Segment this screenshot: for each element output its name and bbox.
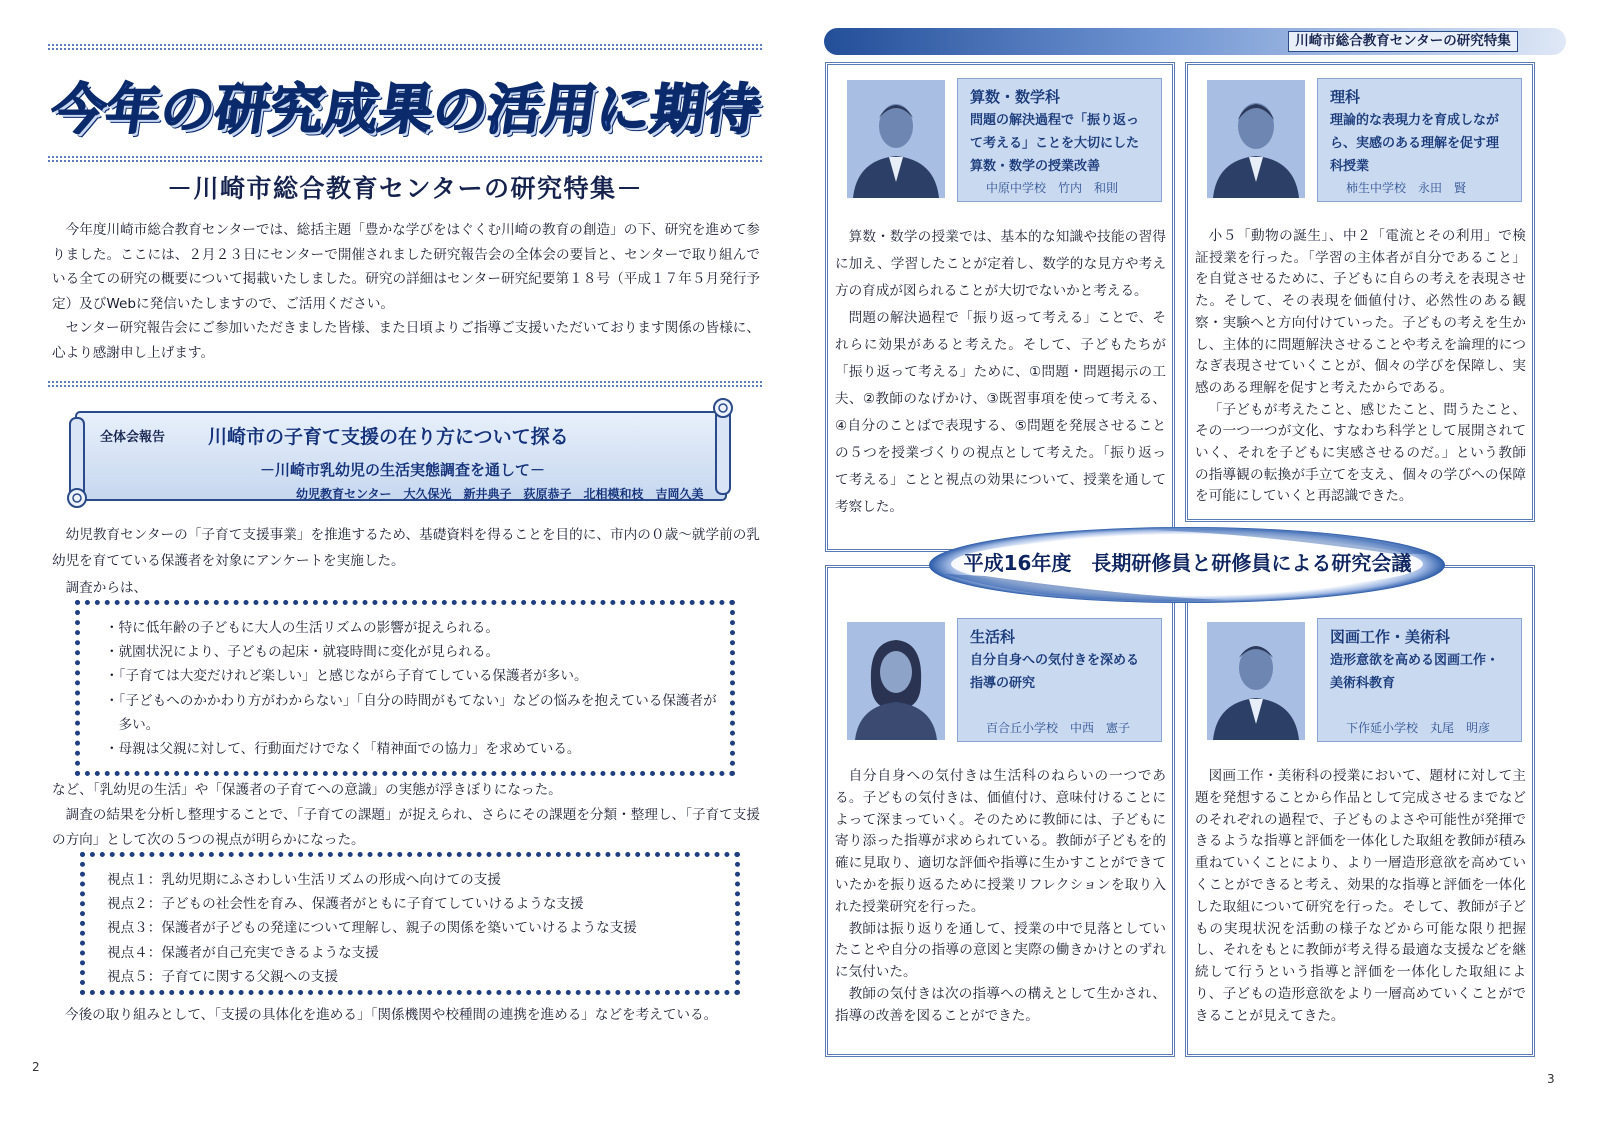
top-decorative-rule: [48, 44, 762, 50]
page-subtitle: －川崎市総合教育センターの研究特集－: [166, 174, 643, 203]
finding-item: ・母親は父親に対して、行動面だけでなく「精神面での協力」を求めている。: [105, 741, 581, 758]
study-card-life: [825, 565, 1175, 1057]
analysis-section: [52, 778, 760, 853]
header-label: 川崎市総合教育センターの研究特集: [1288, 31, 1518, 52]
intro-section: [52, 218, 760, 366]
portrait-photo: [1207, 622, 1305, 740]
report-title: 川崎市の子育て支援の在り方について探る: [208, 426, 569, 448]
viewpoint-item: 視点１：乳幼児期にふさわしい生活リズムの形成へ向けての支援: [107, 872, 501, 888]
study-body: [1195, 766, 1526, 1028]
analysis-paragraph: 調査の結果を分析し整理することで、「子育ての課題」が捉えられ、さらにその課題を分類・整理し、「子育て支援の方向」として次の５つの視点が明らかになった。: [52, 807, 760, 848]
findings-after: など、「乳幼児の生活」や「保護者の子育てへの意識」の実態が浮きぼりになった。: [52, 782, 562, 798]
study-paragraph: 「子どもが考えたこと、感じたこと、問うたこと、その一つ一つが文化、すなわち科学として展開されていく、それを子どもに実感させるのだ。」という教師の指導観の転換が手立てを支え、個々の学びへの保障を可能にしていくと再認識できた。: [1195, 401, 1526, 505]
viewpoint-item: 視点４：保護者が自己充実できるような支援: [107, 944, 379, 961]
title-decorative-rule: [48, 156, 762, 162]
study-subject: 理科: [1330, 88, 1361, 106]
portrait-photo: [847, 80, 945, 198]
study-label-panel: [957, 618, 1162, 742]
study-topic: 自分自身への気付きを深める指導の研究: [970, 653, 1140, 691]
study-subject: 算数・数学科: [970, 88, 1061, 106]
viewpoints-box: [80, 852, 740, 995]
closing-paragraph: 今後の取り組みとして、「支援の具体化を進める」「関係機関や校種間の連携を進める」などを考えている。: [65, 1007, 718, 1023]
finding-item: ・就園状況により、子どもの起床・就寝時間に変化が見られる。: [105, 644, 500, 661]
study-subject: 生活科: [970, 628, 1016, 646]
study-paragraph: 問題の解決過程で「振り返って考える」ことで、それらに効果があると考えた。そして、子どもたちが「振り返って考える」ために、①問題・問題掲示の工夫、②教師のなげかけ、③既習事項を使って考える、④自分のことばで表現する、⑤問題を発展させることの５つを授業づくりの視点として考えた。「振り返って考える」ことと視点の効果について、授業を通して考察した。: [835, 310, 1166, 515]
portrait-photo: [1207, 80, 1305, 198]
findings-box: [75, 600, 735, 776]
study-topic: 理論的な表現力を育成しながら、実感のある理解を促す理科授業: [1330, 113, 1500, 174]
page-number-right: 3: [1547, 1072, 1555, 1086]
study-topic: 造形意欲を高める図画工作・美術科教育: [1330, 653, 1500, 691]
study-label-panel: [1317, 618, 1522, 742]
study-paragraph: 算数・数学の授業では、基本的な知識や技能の習得に加え、学習したことが定着し、数学的な見方や考え方の育成が図られることが大切でないかと考える。: [835, 229, 1166, 299]
section-decorative-rule: [48, 381, 762, 387]
portrait-photo: [847, 622, 945, 740]
study-card-art: [1185, 565, 1535, 1057]
study-paragraph: 教師は振り返りを通して、授業の中で見落としていたことや自分の指導の意図と実際の働きかけとのずれに気付いた。: [835, 920, 1166, 981]
viewpoint-item: 視点５：子育てに関する父親への支援: [107, 968, 339, 985]
study-body: [1195, 226, 1526, 508]
survey-lead: 調査からは、: [65, 579, 148, 596]
study-label-panel: [957, 78, 1162, 202]
study-body: [835, 224, 1166, 521]
report-subtitle: －川崎市乳幼児の生活実態調査を通して－: [260, 461, 546, 479]
conference-banner-title: 平成16年度 長期研修員と研修員による研究会議: [963, 551, 1412, 575]
finding-item: ・「子どもへのかかわり方がわからない」「自分の時間がもてない」などの悩みを抱えている保護者が多い。: [105, 692, 717, 733]
study-paragraph: 教師の気付きは次の指導への構えとして生かされ、指導の改善を図ることができた。: [835, 985, 1166, 1024]
study-paragraph: 小５「動物の誕生」、中２「電流とその利用」で検証授業を行った。「学習の主体者が自分であること」を自覚させるために、子どもに自らの考えを表現させた。そして、その表現を価値付け、必然性のある観察・実験へと方向付けていった。子どもの考えを生かし、主体的に問題解決させることや考えを論理的につなぎ表現させていくことが、個々の学びを保障し、実感のある理解を促すと考えたからである。: [1195, 228, 1526, 396]
page-number-left: 2: [32, 1060, 40, 1074]
viewpoint-item: 視点３：保護者が子どもの発達について理解し、親子の関係を築いていけるような支援: [107, 920, 637, 937]
report-authors: 幼児教育センター 大久保光 新井典子 荻原恭子 北相模和枝 吉岡久美: [296, 487, 704, 501]
study-paragraph: 図画工作・美術科の授業において、題材に対して主題を発想することから作品として完成させるまでなどのそれぞれの過程で、子どものよさや可能性が発揮できるような指導と評価を一体化した取組を教師が積み重ねていくことにより、より一層造形意欲を高めていくことができると考え、効果的な指導と評価を一体化した取組について研究を行った。そして、教師が子どもの実現状況を活動の様子などから可能な限り把握し、それをもとに教師が考え得る最適な支援などを継続して行うという指導と評価を一体化した取組により、子どもの造形意欲をより一層高めていくことができることが見えてきた。: [1195, 768, 1526, 1024]
study-subject: 図画工作・美術科: [1330, 628, 1451, 646]
study-topic: 問題の解決過程で「振り返って考える」ことを大切にした算数・数学の授業改善: [970, 113, 1140, 174]
study-card-science: [1185, 62, 1535, 522]
finding-item: ・特に低年齢の子どもに大人の生活リズムの影響が捉えられる。: [105, 620, 499, 636]
survey-section: [52, 522, 760, 601]
survey-intro: 幼児教育センターの「子育て支援事業」を推進するため、基礎資料を得ることを目的に、市内の０歳～就学前の乳幼児を育てている保護者を対象にアンケートを実施した。: [52, 527, 760, 570]
study-author: 百合丘小学校 中西 憲子: [986, 721, 1131, 735]
intro-paragraph: センター研究報告会にご参加いただきました皆様、また日頃よりご指導ご支援いただいております関係の皆様に、心より感謝申し上げます。: [52, 320, 760, 361]
study-paragraph: 自分自身への気付きは生活科のねらいの一つである。子どもの気付きは、価値付け、意味付けることによって深まっていく。そのために教師には、子どもに寄り添った指導が求められている。教師が子どもを的確に見取り、適切な評価や指導に生かすことができていたかを振り返るために授業リフレクションを取り入れた授業研究を行った。: [835, 768, 1166, 915]
study-author: 柿生中学校 永田 賢: [1346, 181, 1467, 195]
study-card-math: [825, 62, 1175, 552]
page-title: 今年の研究成果の活用に期待: [47, 78, 765, 141]
finding-item: ・「子育ては大変だけれど楽しい」と感じながら子育てしている保護者が多い。: [105, 668, 588, 685]
study-body: [835, 766, 1166, 1028]
study-author: 中原中学校 竹内 和則: [986, 181, 1119, 195]
intro-paragraph: 今年度川崎市総合教育センターでは、総括主題「豊かな学びをはぐくむ川崎の教育の創造」の下、研究を進めて参りました。ここには、２月２３日にセンターで開催されました研究報告会の全体会の要旨と、センターで取り組んでいる全ての研究の概要について掲載いたしました。研究の詳細はセンター研究紀要第１８号（平成１７年５月発行予定）及びWebに発信いたしますので、ご活用ください。: [52, 222, 760, 312]
study-label-panel: [1317, 78, 1522, 202]
viewpoint-item: 視点２：子どもの社会性を育み、保護者がともに子育てしていけるような支援: [107, 896, 584, 913]
study-author: 下作延小学校 丸尾 明彦: [1346, 721, 1491, 735]
report-tag: 全体会報告: [100, 430, 166, 445]
